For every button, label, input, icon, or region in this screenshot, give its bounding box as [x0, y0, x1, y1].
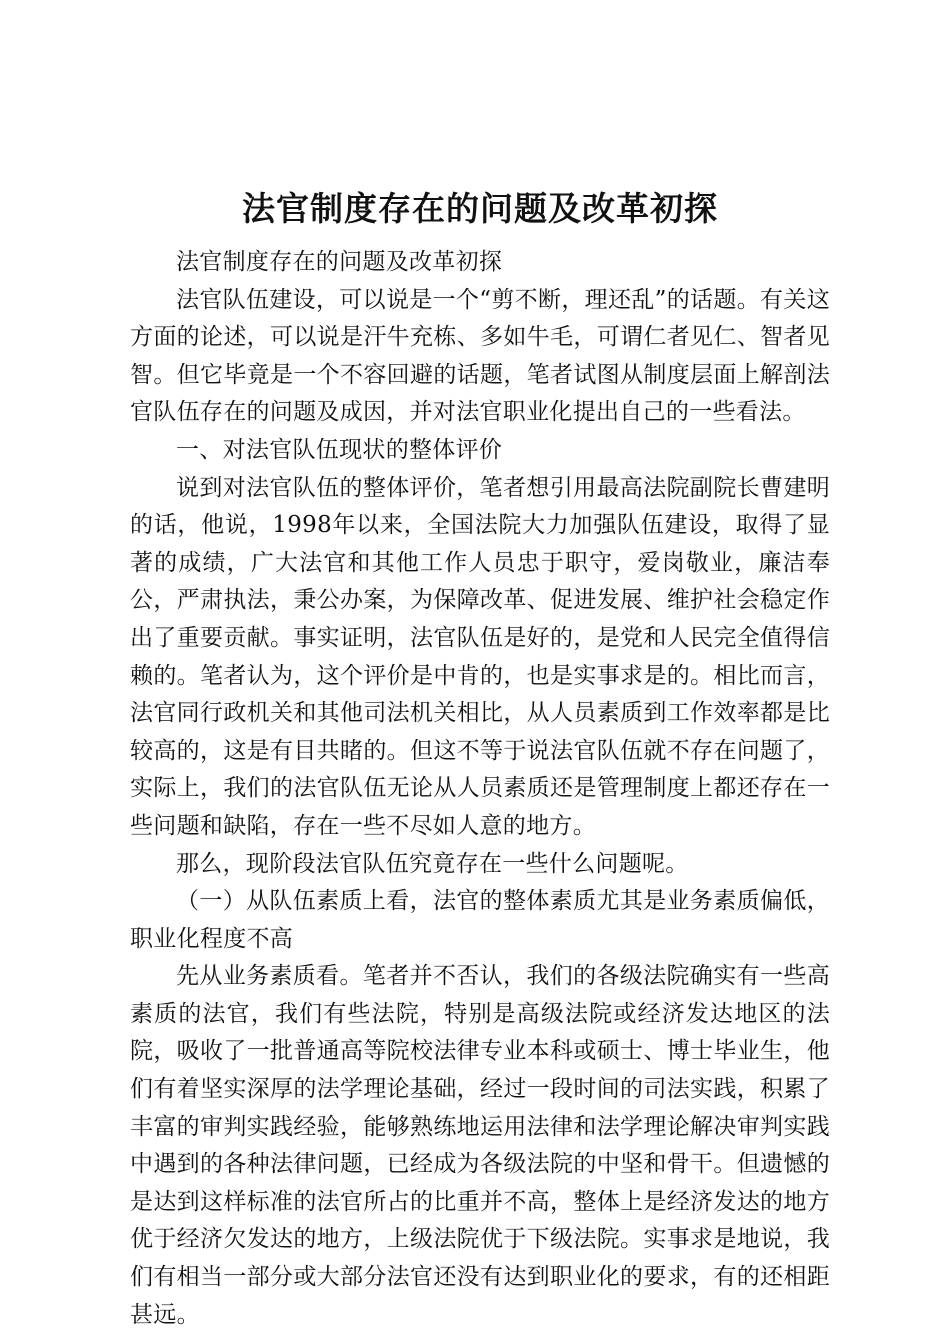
- subsection-heading-1: （一）从队伍素质上看，法官的整体素质尤其是业务素质偏低，职业化程度不高: [130, 888, 830, 952]
- document-page: [130, 180, 830, 1334]
- document-title: 法官制度存在的问题及改革初探: [242, 189, 718, 228]
- section-heading-1: 一、对法官队伍现状的整体评价: [176, 436, 503, 463]
- question-paragraph: 那么，现阶段法官队伍究竟存在一些什么问题呢。: [176, 850, 689, 877]
- subtitle-paragraph: 法官制度存在的问题及改革初探: [176, 249, 503, 275]
- intro-paragraph: 法官队伍建设，可以说是一个“剪不断，理还乱”的话题。有关这方面的论述，可以说是汗牛充栋、多如牛毛，可谓仁者见仁、智者见智。但它毕竟是一个不容回避的话题，笔者试图从制度层面上解剖法官队伍存在的问题及成因，并对法官职业化提出自己的一些看法。: [130, 286, 830, 426]
- evaluation-paragraph: 说到对法官队伍的整体评价，笔者想引用最高法院副院长曹建明的话，他说，1998年以来，全国法院大力加强队伍建设，取得了显著的成绩，广大法官和其他工作人员忠于职守，爱岗敬业，廉洁奉公，严肃执法，秉公办案，为保障改革、促进发展、维护社会稳定作出了重要贡献。事实证明，法官队伍是好的，是党和人民完全值得信赖的。笔者认为，这个评价是中肯的，也是实事求是的。相比而言，法官同行政机关和其他司法机关相比，从人员素质到工作效率都是比较高的，这是有目共睹的。但这不等于说法官队伍就不存在问题了，实际上，我们的法官队伍无论从人员素质还是管理制度上都还存在一些问题和缺陷，存在一些不尽如人意的地方。: [130, 474, 830, 839]
- business-quality-paragraph: 先从业务素质看。笔者并不否认，我们的各级法院确实有一些高素质的法官，我们有些法院，特别是高级法院或经济发达地区的法院，吸收了一批普通高等院校法律专业本科或硕士、博士毕业生，他们有着坚实深厚的法学理论基础，经过一段时间的司法实践，积累了丰富的审判实践经验，能够熟练地运用法律和法学理论解决审判实践中遇到的各种法律问题，已经成为各级法院的中坚和骨干。但遗憾的是达到这样标准的法官所占的比重并不高，整体上是经济发达的地方优于经济欠发达的地方，上级法院优于下级法院。实事求是地说，我们有相当一部分或大部分法官还没有达到职业化的要求，有的还相距甚远。: [130, 963, 830, 1328]
